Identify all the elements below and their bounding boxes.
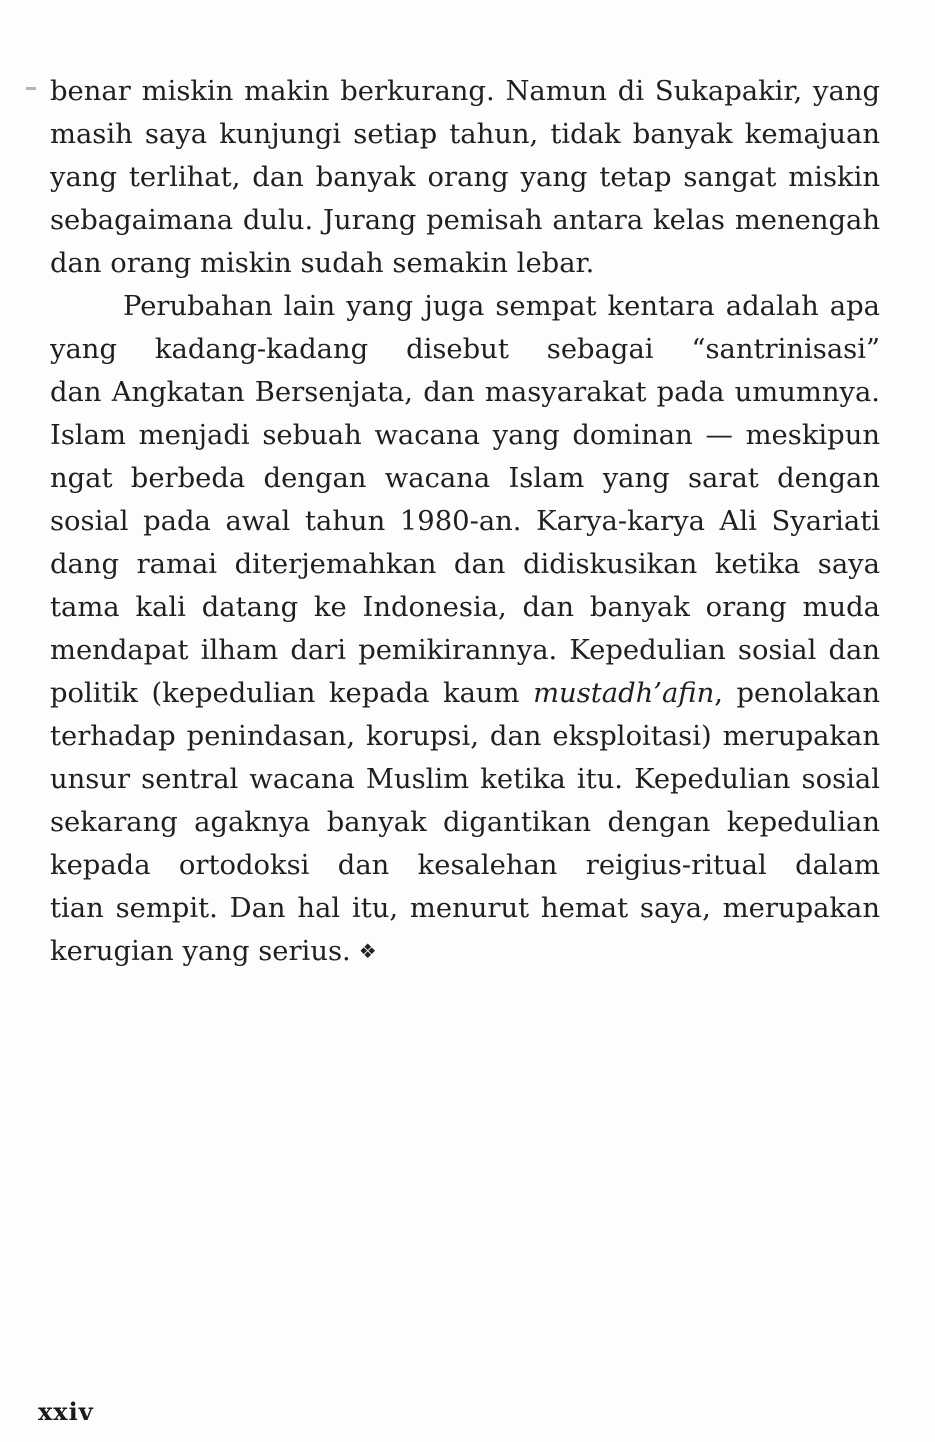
text-line-with-italic xyxy=(50,672,880,715)
text-segment: politik (kepedulian kepada kaum xyxy=(50,678,534,709)
text-segment: kerugian yang serius. xyxy=(50,936,351,967)
text-line: masih saya kunjungi setiap tahun, tidak banyak kemajuan xyxy=(50,119,880,150)
text-line: mendapat ilham dari pemikirannya. Kepedulian sosial dan xyxy=(50,635,880,666)
text-line: ngat berbeda dengan wacana Islam yang sarat dengan xyxy=(50,463,880,494)
text-segment: , penolakan xyxy=(714,678,880,709)
page-number: xxiv xyxy=(38,1397,94,1426)
body-text xyxy=(50,70,880,973)
paragraph-start-line: Perubahan lain yang juga sempat kentara adalah apa xyxy=(123,291,880,322)
text-line: dan Angkatan Bersenjata, dan masyarakat pada umumnya. xyxy=(50,377,880,408)
text-line: dang ramai diterjemahkan dan didiskusikan ketika saya xyxy=(50,549,880,580)
text-line: dan orang miskin sudah semakin lebar. xyxy=(50,248,595,279)
text-line: terhadap penindasan, korupsi, dan eksploitasi) merupakan xyxy=(50,721,880,752)
text-line: unsur sentral wacana Muslim ketika itu. Kepedulian sosial xyxy=(50,764,880,795)
text-line: sosial pada awal tahun 1980-an. Karya-karya Ali Syariati xyxy=(50,506,880,537)
text-line: sebagaimana dulu. Jurang pemisah antara kelas menengah xyxy=(50,205,880,236)
text-line: tian sempit. Dan hal itu, menurut hemat saya, merupakan xyxy=(50,893,880,924)
margin-mark xyxy=(26,87,36,90)
end-ornament-icon: ❖ xyxy=(358,939,377,963)
text-line: tama kali datang ke Indonesia, dan banyak orang muda xyxy=(50,592,880,623)
text-line: kepada ortodoksi dan kesalehan reigius-ritual dalam xyxy=(50,850,880,881)
italic-term: mustadh’afin xyxy=(533,678,715,709)
text-line: yang terlihat, dan banyak orang yang tetap sangat miskin xyxy=(50,162,880,193)
text-line: yang kadang-kadang disebut sebagai “santrinisasi” xyxy=(50,334,880,365)
last-text-line xyxy=(50,930,880,973)
text-line: Islam menjadi sebuah wacana yang dominan — meskipun xyxy=(50,420,880,451)
text-line: sekarang agaknya banyak digantikan dengan kepedulian xyxy=(50,807,880,838)
text-line: benar miskin makin berkurang. Namun di Sukapakir, yang xyxy=(50,76,880,107)
